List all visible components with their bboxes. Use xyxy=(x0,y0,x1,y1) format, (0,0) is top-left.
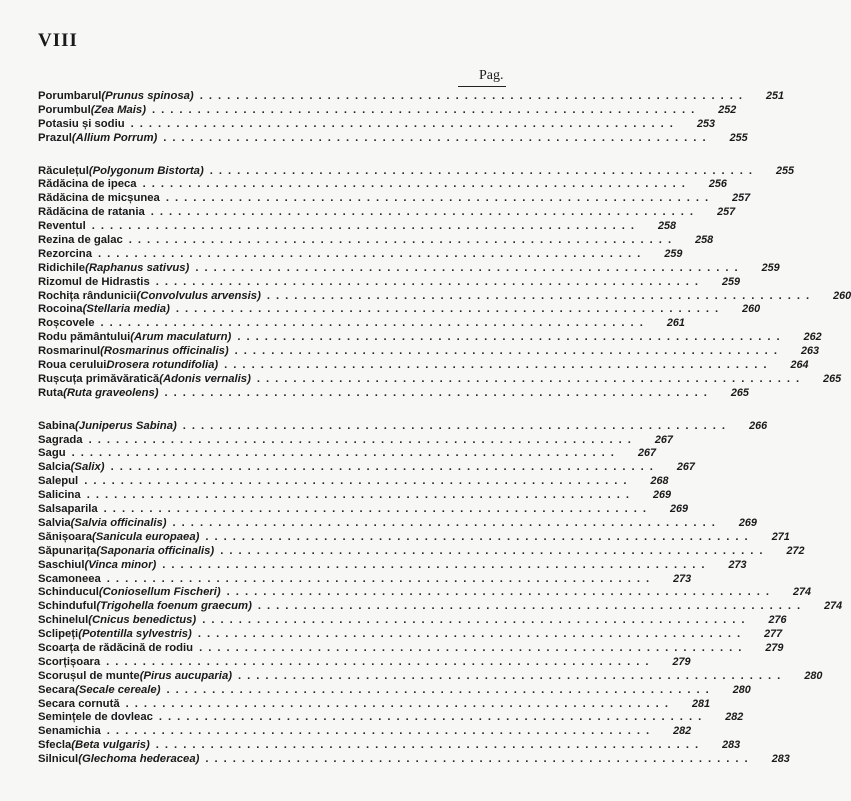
entry-page-number: 263 xyxy=(800,345,819,358)
entry-latin-name: (Raphanus sativus) xyxy=(85,261,190,274)
entry-latin-name: (Zea Mais) xyxy=(90,103,146,116)
dot-leader: ............................................................ xyxy=(226,586,775,599)
entry-page-number: 255 xyxy=(776,164,795,177)
entry-name: Rădăcina de ratania xyxy=(38,206,145,219)
dot-leader: ............................................................ xyxy=(91,220,641,233)
index-entry xyxy=(38,489,672,503)
entry-page-number: 271 xyxy=(771,530,790,543)
dot-leader: ............................................................ xyxy=(205,753,754,766)
index-entry xyxy=(38,516,757,531)
entry-name: Scorușul de munte xyxy=(38,669,140,682)
index-group xyxy=(38,164,851,401)
dot-leader: ............................................................ xyxy=(88,433,637,446)
entry-name: Secara cornută xyxy=(38,697,120,710)
entry-page-number: 274 xyxy=(824,600,843,613)
index-entry xyxy=(38,739,741,753)
index-entry xyxy=(38,261,780,276)
dot-leader: ............................................................ xyxy=(209,164,759,177)
entry-latin-name: (Juniperus Sabina) xyxy=(75,419,177,432)
entry-name: Săpunarița xyxy=(38,544,97,557)
entry-name: Porumbarul xyxy=(38,90,102,102)
entry-page-number: 262 xyxy=(803,331,822,344)
index-entry xyxy=(38,641,784,656)
entry-page-number: 260 xyxy=(833,289,851,302)
index-entry xyxy=(38,164,795,179)
entry-page-number: 268 xyxy=(650,475,669,488)
entry-latin-name: (Salix) xyxy=(70,461,105,474)
index-entry xyxy=(38,683,751,698)
entry-page-number: 259 xyxy=(761,261,780,274)
entry-name: Salsaparila xyxy=(38,503,98,516)
index-entry xyxy=(38,558,747,573)
index-entry xyxy=(38,317,685,331)
index-entry xyxy=(38,725,692,739)
entry-latin-name: (Salvia officinalis) xyxy=(70,516,167,529)
dot-leader: ............................................................ xyxy=(86,489,636,502)
entry-latin-name: (Ruta graveolens) xyxy=(63,386,159,399)
entry-page-number: 267 xyxy=(676,461,695,474)
dot-leader: ............................................................ xyxy=(205,530,754,543)
entry-name: Semințele de dovleac xyxy=(38,711,153,724)
entry-name: Potasiu și sodiu xyxy=(38,117,125,130)
dot-leader: ............................................................ xyxy=(175,303,725,316)
entry-name: Ruta xyxy=(38,386,64,399)
entry-page-number: 256 xyxy=(708,178,727,191)
entry-latin-name: (Adonis vernalis) xyxy=(159,372,251,385)
entry-page-number: 277 xyxy=(764,628,783,641)
entry-latin-name: (Secale cereale) xyxy=(75,683,161,696)
dot-leader: ............................................................ xyxy=(106,725,656,738)
index-entry xyxy=(38,372,842,387)
entry-name: Scorțișoara xyxy=(38,655,101,668)
entry-page-number: 261 xyxy=(666,317,685,330)
dot-leader: ............................................................ xyxy=(197,628,747,641)
entry-name: Secara xyxy=(38,683,76,696)
entry-page-number: 269 xyxy=(738,516,757,529)
dot-leader: ............................................................ xyxy=(162,558,711,571)
index-entry xyxy=(38,303,761,317)
index-entry xyxy=(38,503,688,517)
entry-page-number: 265 xyxy=(730,386,749,399)
entry-name: Saschiul xyxy=(38,558,85,571)
dot-leader: ............................................................ xyxy=(84,475,633,488)
dot-leader: ............................................................ xyxy=(164,386,713,399)
index-entry xyxy=(38,192,751,206)
entry-name: Sagrada xyxy=(38,433,83,446)
dot-leader: ............................................................ xyxy=(237,331,786,344)
entry-page-number: 273 xyxy=(728,558,747,571)
entry-latin-name: (Coniosellum Fischeri) xyxy=(98,586,221,599)
dot-leader: ............................................................ xyxy=(155,739,705,752)
entry-latin-name: (Prunus spinosa) xyxy=(101,90,194,102)
entry-page-number: 257 xyxy=(717,206,736,219)
page-column-header: Pag. xyxy=(479,68,504,83)
index-entry xyxy=(38,206,736,220)
entry-name: Rădăcina de micșunea xyxy=(38,192,160,205)
entry-name: Sagu xyxy=(38,447,66,460)
entry-name: Scoarța de rădăcină de rodiu xyxy=(38,641,194,654)
entry-page-number: 252 xyxy=(718,103,737,116)
entry-page-number: 273 xyxy=(673,572,692,585)
entry-name: Reventul xyxy=(38,220,86,233)
dot-leader: ............................................................ xyxy=(110,461,659,474)
dot-leader: ............................................................ xyxy=(128,234,678,247)
page-number: VIII xyxy=(38,30,78,51)
dot-leader: ............................................................ xyxy=(125,697,674,710)
dot-leader: ............................................................ xyxy=(172,516,721,529)
dot-leader: ............................................................ xyxy=(151,103,701,116)
entry-name: Rodu pământului xyxy=(38,331,131,344)
dot-leader: ............................................................ xyxy=(150,206,700,219)
entry-name: Sănișoara xyxy=(38,530,93,543)
entry-name: Rezina de galac xyxy=(38,234,123,247)
entry-page-number: 269 xyxy=(669,503,688,516)
dot-leader: ............................................................ xyxy=(182,419,732,432)
dot-leader: ............................................................ xyxy=(266,289,816,302)
entry-name: Silnicul xyxy=(38,753,79,766)
entry-page-number: 257 xyxy=(732,192,751,205)
entry-page-number: 251 xyxy=(766,90,785,102)
index-entry xyxy=(38,544,805,559)
index-entry xyxy=(38,572,692,587)
entry-page-number: 255 xyxy=(729,131,748,144)
index-entry xyxy=(38,359,809,373)
dot-leader: ............................................................ xyxy=(234,345,783,358)
entry-latin-name: (Polygonum Bistorta) xyxy=(88,164,204,177)
dot-leader: ............................................................ xyxy=(257,600,807,613)
entry-name: Rochița rândunicii xyxy=(38,289,137,302)
entry-name: Rizomul de Hidrastis xyxy=(38,275,150,288)
index-entry xyxy=(38,600,843,614)
entry-name: Sabina xyxy=(38,419,76,432)
dot-leader: ............................................................ xyxy=(256,372,806,385)
index-group xyxy=(38,419,843,767)
dot-leader: ............................................................ xyxy=(100,317,649,330)
entry-name: Sclipeți xyxy=(38,628,79,641)
entry-page-number: 258 xyxy=(658,220,677,233)
index-entry xyxy=(38,447,656,461)
entry-name: Porumbul xyxy=(38,103,91,116)
entry-page-number: 283 xyxy=(771,753,790,766)
index-entry xyxy=(38,614,787,628)
entry-page-number: 281 xyxy=(691,697,710,710)
index-entry xyxy=(38,289,851,304)
entry-page-number: 259 xyxy=(664,247,683,260)
entry-latin-name: (Saponaria officinalis) xyxy=(96,544,215,557)
entry-name: Scamoneea xyxy=(38,572,101,585)
entry-name: Prazul xyxy=(38,131,72,144)
index-entry xyxy=(38,419,768,434)
index-entry xyxy=(38,753,790,767)
entry-page-number: 272 xyxy=(786,544,805,557)
entry-name: Răculețul xyxy=(38,164,89,177)
index-entry xyxy=(38,275,741,290)
entry-name: Ridichile xyxy=(38,261,86,274)
entry-name: Senamichia xyxy=(38,725,101,738)
index-entry xyxy=(38,345,819,359)
entry-name: Salepul xyxy=(38,475,79,488)
entry-latin-name: (Cnicus benedictus) xyxy=(88,614,197,627)
dot-leader: ............................................................ xyxy=(155,275,705,288)
index-entry xyxy=(38,220,677,234)
dot-leader: ............................................................ xyxy=(238,669,787,682)
index-entry xyxy=(38,386,749,401)
dot-leader: ............................................................ xyxy=(106,572,656,585)
entry-name: Salicina xyxy=(38,489,81,502)
entry-page-number: 279 xyxy=(672,655,691,668)
entry-page-number: 253 xyxy=(696,117,715,130)
dot-leader: ............................................................ xyxy=(71,447,620,460)
entry-latin-name: Drosera rotundifolia) xyxy=(106,359,219,372)
index-entry xyxy=(38,131,748,146)
dot-leader: ............................................................ xyxy=(166,683,715,696)
entry-latin-name: (Stellaria media) xyxy=(82,303,170,316)
entry-latin-name: (Sanicula europaea) xyxy=(92,530,200,543)
index-entry xyxy=(38,247,683,262)
entry-page-number: 269 xyxy=(653,489,672,502)
entry-page-number: 283 xyxy=(722,739,741,752)
dot-leader: ............................................................ xyxy=(195,261,744,274)
entry-latin-name: (Potentilla sylvestris) xyxy=(78,628,192,641)
index-entry xyxy=(38,433,673,448)
entry-latin-name: (Rosmarinus officinalis) xyxy=(100,345,229,358)
entry-page-number: 267 xyxy=(654,433,673,446)
index-entry xyxy=(38,697,710,712)
index-entry xyxy=(38,178,727,192)
entry-latin-name: (Beta vulgaris) xyxy=(71,739,150,752)
dot-leader: ............................................................ xyxy=(224,359,773,372)
entry-page-number: 282 xyxy=(673,725,692,738)
index-entry xyxy=(38,586,811,600)
entry-latin-name: (Vinca minor) xyxy=(84,558,157,571)
entry-page-number: 282 xyxy=(725,711,744,724)
index-entry xyxy=(38,711,744,725)
dot-leader: ............................................................ xyxy=(106,655,655,668)
index-entry xyxy=(38,103,737,118)
entry-name: Rușcuța primăvăratică xyxy=(38,372,160,385)
entry-name: Roua cerului xyxy=(38,359,107,372)
entry-page-number: 280 xyxy=(804,669,823,682)
dot-leader: ............................................................ xyxy=(220,544,769,557)
entry-name: Salcia xyxy=(38,461,71,474)
entry-latin-name: (Pirus aucuparia) xyxy=(139,669,232,682)
entry-latin-name: (Convolvulus arvensis) xyxy=(136,289,261,302)
entry-page-number: 274 xyxy=(792,586,811,599)
entry-page-number: 279 xyxy=(765,641,784,654)
index-entry xyxy=(38,461,695,475)
dot-leader: ............................................................ xyxy=(202,614,751,627)
dot-leader: ............................................................ xyxy=(130,117,679,130)
index-entry xyxy=(38,628,783,642)
entry-page-number: 276 xyxy=(768,614,787,627)
dot-leader: ............................................................ xyxy=(199,641,748,654)
entry-name: Rezorcina xyxy=(38,247,92,260)
entry-page-number: 258 xyxy=(695,234,714,247)
index-entry xyxy=(38,530,790,545)
index-entry xyxy=(38,90,785,104)
index-list xyxy=(38,90,851,786)
dot-leader: ............................................................ xyxy=(163,131,712,144)
index-entry xyxy=(38,117,715,132)
dot-leader: ............................................................ xyxy=(199,90,749,102)
entry-latin-name: (Glechoma hederacea) xyxy=(78,753,200,766)
entry-latin-name: (Arum maculaturn) xyxy=(130,331,232,344)
entry-name: Rocoina xyxy=(38,303,83,316)
index-entry xyxy=(38,475,669,489)
dot-leader: ............................................................ xyxy=(158,711,708,724)
index-entry xyxy=(38,331,822,345)
entry-name: Schinelul xyxy=(38,614,89,627)
entry-page-number: 260 xyxy=(742,303,761,316)
dot-leader: ............................................................ xyxy=(98,247,647,260)
entry-name: Roșcovele xyxy=(38,317,95,330)
entry-name: Sfecla xyxy=(38,739,72,752)
dot-leader: ............................................................ xyxy=(103,503,652,516)
entry-name: Rosmarinul xyxy=(38,345,101,358)
entry-name: Schinduful xyxy=(38,600,97,613)
entry-page-number: 259 xyxy=(722,275,741,288)
index-entry xyxy=(38,655,691,670)
entry-latin-name: (Trigohella foenum graecum) xyxy=(96,600,252,613)
index-entry xyxy=(38,669,823,684)
dot-leader: ............................................................ xyxy=(142,178,691,191)
entry-page-number: 265 xyxy=(823,372,842,385)
header-rule xyxy=(458,86,506,87)
entry-latin-name: (Allium Porrum) xyxy=(71,131,158,144)
entry-page-number: 264 xyxy=(790,359,809,372)
index-group xyxy=(38,90,785,146)
entry-page-number: 266 xyxy=(749,419,768,432)
index-entry xyxy=(38,234,714,248)
entry-name: Schinducul xyxy=(38,586,99,599)
entry-page-number: 280 xyxy=(732,683,751,696)
dot-leader: ............................................................ xyxy=(165,192,715,205)
entry-name: Salvia xyxy=(38,516,71,529)
entry-page-number: 267 xyxy=(637,447,656,460)
entry-name: Rădăcina de ipeca xyxy=(38,178,137,191)
